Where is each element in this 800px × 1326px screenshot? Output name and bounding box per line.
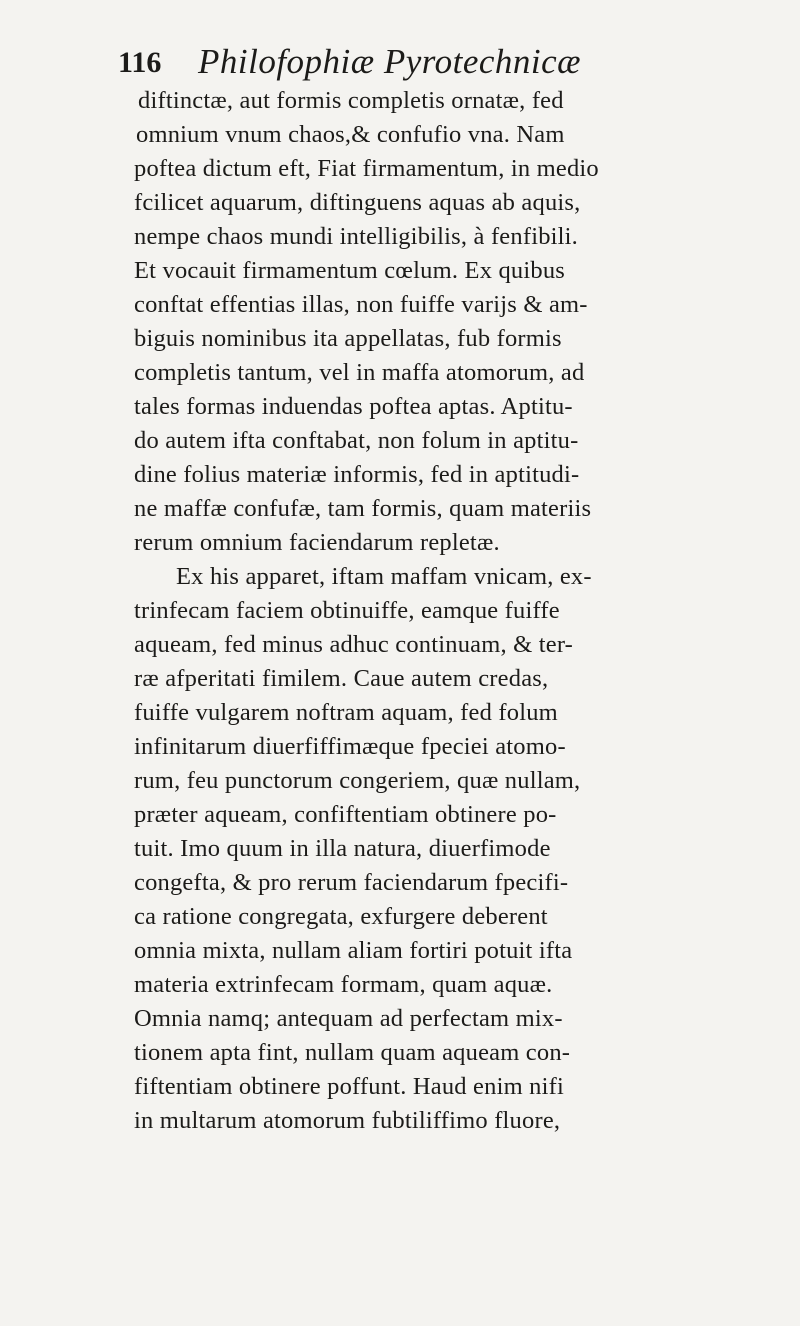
text-line: infinitarum diuerfiffimæque fpeciei atomo- [134,733,566,760]
text-line: materia extrinfecam formam, quam aquæ. [134,971,553,998]
text-line: tuit. Imo quum in illa natura, diuerfimode [134,835,551,862]
running-head [118,42,768,86]
text-line: ne maffæ confufæ, tam formis, quam materiis [134,495,592,522]
text-line: omnia mixta, nullam aliam fortiri potuit ifta [134,937,573,964]
text-line: dine folius materiæ informis, fed in aptitudi- [134,461,580,488]
text-line: Ex his apparet, iftam maffam vnicam, ex- [176,563,592,590]
text-line: nempe chaos mundi intelligibilis, à fenfibili. [134,223,578,250]
text-line: conftat effentias illas, non fuiffe varijs & am- [134,291,588,318]
text-line: trinfecam faciem obtinuiffe, eamque fuiffe [134,597,560,624]
text-line: congefta, & pro rerum faciendarum fpecifi- [134,869,569,896]
page-number: 116 [118,46,162,79]
text-line: in multarum atomorum fubtiliffimo fluore, [134,1107,561,1134]
running-title: Philofophiæ Pyrotechnicæ [198,42,582,81]
text-line: biguis nominibus ita appellatas, fub formis [134,325,562,352]
text-line: rum, feu punctorum congeriem, quæ nullam, [134,767,581,794]
text-line: rerum omnium faciendarum repletæ. [134,529,500,556]
text-line: tales formas induendas poftea aptas. Aptitu- [134,393,573,420]
text-line: poftea dictum eft, Fiat firmamentum, in medio [134,155,599,182]
text-line: completis tantum, vel in maffa atomorum, ad [134,359,585,386]
text-line: fuiffe vulgarem noftram aquam, fed folum [134,699,558,726]
text-line: ca ratione congregata, exfurgere deberent [134,903,548,930]
text-line: Omnia namq; antequam ad perfectam mix- [134,1005,563,1032]
text-line: Et vocauit firmamentum cœlum. Ex quibus [134,257,566,284]
text-line: fcilicet aquarum, diftinguens aquas ab aquis, [134,189,581,216]
text-line: tionem apta fint, nullam quam aqueam con- [134,1039,571,1066]
text-line: omnium vnum chaos,& confufio vna. Nam [136,121,565,148]
text-line: fiftentiam obtinere poffunt. Haud enim nifi [134,1073,564,1100]
text-line: ræ afperitati fimilem. Caue autem credas, [134,665,549,692]
text-line: diftinctæ, aut formis completis ornatæ, fed [138,87,564,114]
text-line: præter aqueam, confiftentiam obtinere po- [134,801,557,828]
text-line: aqueam, fed minus adhuc continuam, & ter- [134,631,574,658]
text-line: do autem ifta conftabat, non folum in aptitu- [134,427,579,454]
